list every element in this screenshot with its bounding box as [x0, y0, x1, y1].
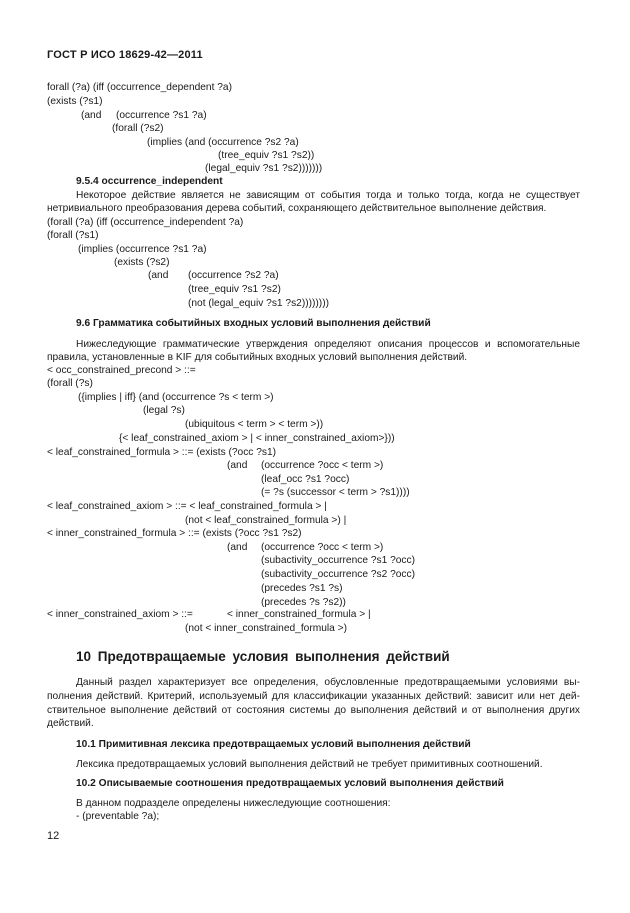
code-line: < occ_constrained_precond > ::=: [47, 365, 196, 376]
code-line: {< leaf_constrained_axiom > | < inner_constrained_axiom>})): [119, 433, 395, 444]
paragraph-line: действий.: [47, 718, 94, 729]
code-line: (and: [227, 460, 248, 471]
code-line: (implies (occurrence ?s1 ?a): [78, 244, 207, 255]
code-line: (implies (and (occurrence ?s2 ?a): [147, 137, 299, 148]
paragraph-line: Данный раздел характеризует все определения, обусловленные предотвращаемыми условиями вы-: [76, 677, 580, 688]
paragraph-line: Лексика предотвращаемых условий выполнения действий не требует примитивных соотношений.: [76, 759, 543, 770]
code-line: (forall (?s): [47, 378, 93, 389]
paragraph-line: ствительное выполнение действий от состояния системы до выполнения действий и от выполнения других: [47, 705, 580, 716]
code-line: (legal ?s): [143, 405, 185, 416]
code-line: (subactivity_occurrence ?s2 ?occ): [261, 569, 416, 580]
code-line: (ubiquitous < term > < term >)): [185, 419, 324, 430]
code-line: (precedes ?s1 ?s): [261, 583, 343, 594]
code-line: (= ?s (successor < term > ?s1)))): [261, 487, 410, 498]
document-header: ГОСТ Р ИСО 18629-42—2011: [47, 49, 203, 61]
section-heading: 9.5.4 occurrence_independent: [76, 176, 223, 187]
code-line: (forall (?s2): [112, 123, 164, 134]
code-line: (and: [81, 110, 102, 121]
code-line: (not < inner_constrained_formula >): [185, 623, 347, 634]
paragraph-line: В данном подразделе определены нижеследующие соотношения:: [76, 798, 391, 809]
code-line: (and: [148, 270, 169, 281]
paragraph-line: - (preventable ?a);: [76, 811, 160, 822]
paragraph-line: полнения действий. Критерий, используемый для классификации указанных действий: зависит или нет дей-: [47, 691, 580, 702]
code-line: (exists (?s2): [114, 257, 170, 268]
code-line: (occurrence ?s2 ?a): [188, 270, 279, 281]
code-line: forall (?a) (iff (occurrence_dependent ?a): [47, 82, 232, 93]
code-line: (legal_equiv ?s1 ?s2))))))): [205, 163, 323, 174]
section-title: 10 Предотвращаемые условия выполнения действий: [76, 649, 450, 664]
code-line: (forall (?a) (iff (occurrence_independent ?a): [47, 217, 244, 228]
section-heading: 9.6 Грамматика событийных входных условий выполнения действий: [76, 318, 431, 329]
code-line: < inner_constrained_formula > |: [227, 609, 371, 620]
code-line: (occurrence ?occ < term >): [261, 460, 384, 471]
code-line: (not (legal_equiv ?s1 ?s2)))))))): [188, 298, 329, 309]
code-line: (tree_equiv ?s1 ?s2)): [218, 150, 315, 161]
code-line: (not < leaf_constrained_formula >) |: [185, 515, 347, 526]
code-line: (subactivity_occurrence ?s1 ?occ): [261, 555, 416, 566]
code-line: (leaf_occ ?s1 ?occ): [261, 474, 350, 485]
code-line: (forall (?s1): [47, 230, 99, 241]
section-heading: 10.2 Описываемые соотношения предотвращаемых условий выполнения действий: [76, 778, 504, 789]
paragraph-line: правила, установленные в KIF для событийных входных условий выполнения действий.: [47, 352, 468, 363]
page-number: 12: [47, 830, 60, 842]
code-line: (and: [227, 542, 248, 553]
code-line: (occurrence ?occ < term >): [261, 542, 384, 553]
section-heading: 10.1 Примитивная лексика предотвращаемых условий выполнения действий: [76, 739, 471, 750]
code-line: ({implies | iff} (and (occurrence ?s < term >): [78, 392, 274, 403]
code-line: (exists (?s1): [47, 96, 103, 107]
code-line: (occurrence ?s1 ?a): [116, 110, 207, 121]
code-line: (precedes ?s ?s2)): [261, 597, 346, 608]
paragraph-line: нетривиального преобразования дерева событий, сохраняющего действительное выполнение действия.: [47, 203, 547, 214]
code-line: (tree_equiv ?s1 ?s2): [188, 284, 281, 295]
paragraph-line: Нижеследующие грамматические утверждения определяют описания процессов и вспомогательные: [76, 339, 580, 350]
code-line: < leaf_constrained_formula > ::= (exists (?occ ?s1): [47, 447, 277, 458]
code-line: < inner_constrained_formula > ::= (exists (?occ ?s1 ?s2): [47, 528, 302, 539]
code-line: < inner_constrained_axiom > ::=: [47, 609, 193, 620]
code-line: < leaf_constrained_axiom > ::= < leaf_constrained_formula > |: [47, 501, 327, 512]
paragraph-line: Некоторое действие является не зависящим от события тогда и только тогда, когда не существует: [76, 190, 580, 201]
